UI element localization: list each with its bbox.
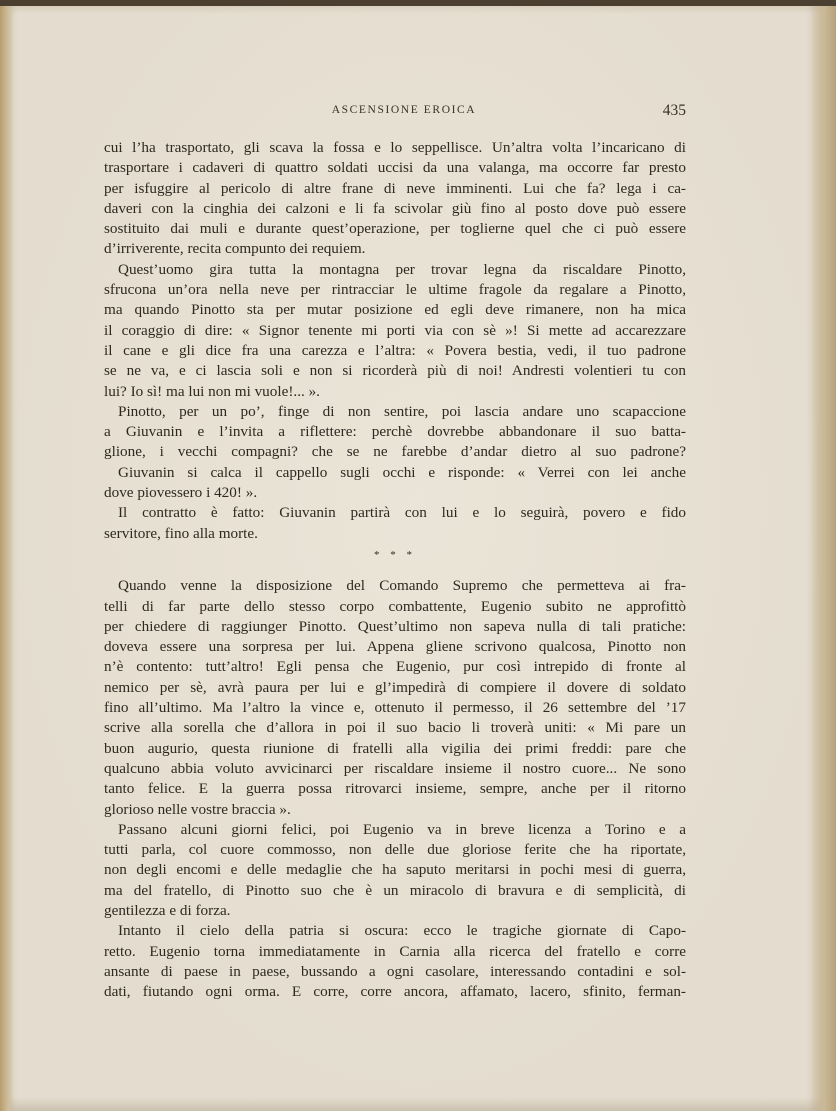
text-line: trasportare i cadaveri di quattro soldati uccisi da una valanga, ma occorre far presto bbox=[104, 159, 686, 177]
text-line: scrive alla sorella che d’allora in poi il suo bacio li troverà uniti: « Mi pare un bbox=[104, 719, 686, 737]
body-text bbox=[104, 138, 686, 1002]
text-line: glione, i vecchi compagni? che se ne farebbe d’andar dietro al suo padrone? bbox=[104, 443, 686, 461]
text-line: dove piovessero i 420! ». bbox=[104, 484, 258, 502]
text-line: lui? Io sì! ma lui non mi vuole!... ». bbox=[104, 382, 320, 400]
text-line: ansante di paese in paese, bussando a ogni casolare, interessando contadini e sol- bbox=[104, 962, 686, 980]
text-line: il coraggio di dire: « Signor tenente mi porti via con sè »! Si mette ad accarezzare bbox=[104, 321, 686, 339]
text-line: doveva essere una sorpresa per lui. Appena gliene scrivono qualcosa, Pinotto non bbox=[104, 638, 686, 656]
text-line: d’irriverente, recita compunto dei requiem. bbox=[104, 240, 366, 258]
text-line: se ne va, e ci lascia soli e non si ricorderà più di noi! Andresti volentieri tu con bbox=[104, 362, 686, 380]
text-line: ma quando Pinotto sta per mutar posizione ed egli deve rimanere, non ha mica bbox=[104, 301, 686, 319]
text-line: Giuvanin si calca il cappello sugli occhi e risponde: « Verrei con lei anche bbox=[118, 463, 686, 481]
page-header bbox=[104, 102, 686, 124]
top-border bbox=[0, 0, 836, 6]
text-line: Intanto il cielo della patria si oscura: ecco le tragiche giornate di Capo- bbox=[118, 922, 686, 940]
text-line: Quando venne la disposizione del Comando Supremo che permetteva ai fra- bbox=[118, 577, 686, 595]
text-line: tutti parla, col cuore commosso, non delle due gloriose ferite che ha riportate, bbox=[104, 841, 686, 859]
section-separator: * * * bbox=[374, 548, 416, 561]
section-gap bbox=[104, 564, 686, 576]
text-line: per chiedere di raggiunger Pinotto. Quest’ultimo non sapeva nulla di tali pratiche: bbox=[104, 617, 686, 635]
text-line: tanto felice. E la guerra possa ritrovarci insieme, sempre, anche per il ritorno bbox=[104, 780, 686, 798]
page-edge-shadow bbox=[810, 0, 836, 1111]
text-line: nemico per sè, avrà paura per lui e gl’impedirà di compiere il dovere di soldato bbox=[104, 678, 686, 696]
text-line: Quest’uomo gira tutta la montagna per trovar legna da riscaldare Pinotto, bbox=[118, 260, 686, 278]
text-line: retto. Eugenio torna immediatamente in Carnia alla ricerca del fratello e corre bbox=[104, 942, 686, 960]
text-line: per isfuggire al pericolo di altre frane di neve imminenti. Lui che fa? lega i ca- bbox=[104, 179, 686, 197]
page-number: 435 bbox=[662, 102, 686, 119]
text-line: sostituito dai muli e durante quest’operazione, per toglierne quel che ci può essere bbox=[104, 220, 686, 238]
text-line: telli di far parte dello stesso corpo combattente, Eugenio subito ne approfittò bbox=[104, 597, 686, 615]
text-line: cui l’ha trasportato, gli scava la fossa e lo seppellisce. Un’altra volta l’incaricano di bbox=[104, 139, 686, 156]
text-line: sfrucona un’ora nella neve per rintracciar le ultime fragole da regalare a Pinotto, bbox=[104, 281, 686, 299]
running-head: ASCENSIONE EROICA bbox=[331, 104, 477, 116]
text-line: gentilezza e di forza. bbox=[104, 901, 231, 919]
text-line: Passano alcuni giorni felici, poi Eugenio va in breve licenza a Torino e a bbox=[118, 820, 686, 838]
text-line: qualcuno abbia voluto avvicinarci per riscaldare insieme il nostro cuore... Ne sono bbox=[104, 759, 686, 777]
text-line: ma del fratello, di Pinotto suo che è un miracolo di bravura e di semplicità, di bbox=[104, 881, 686, 899]
text-line: n’è contento: tutt’altro! Egli pensa che Eugenio, pur così intrepido di fronte al bbox=[104, 658, 686, 676]
text-line: fino all’ultimo. Ma l’altro la vince e, ottenuto il permesso, il 26 settembre del ’17 bbox=[104, 699, 686, 717]
text-line: daveri con la cinghia dei calzoni e li fa scivolar giù fino al posto dove può essere bbox=[104, 199, 686, 217]
text-line: Pinotto, per un po’, finge di non sentire, poi lascia andare uno scapaccione bbox=[118, 402, 686, 420]
text-line: glorioso nelle vostre braccia ». bbox=[104, 800, 291, 818]
text-line: buon augurio, questa riunione di fratelli alla vigilia dei primi freddi: pare che bbox=[104, 739, 686, 757]
text-line: a Giuvanin e l’invita a riflettere: perchè dovrebbe abbandonare il suo batta- bbox=[104, 423, 686, 441]
page-gutter-shadow bbox=[0, 0, 14, 1111]
text-line: dati, fiutando ogni orma. E corre, corre ancora, affamato, lacero, sfinito, ferman- bbox=[104, 983, 686, 1001]
text-line: Il contratto è fatto: Giuvanin partirà con lui e lo seguirà, povero e fido bbox=[118, 504, 686, 522]
text-line: servitore, fino alla morte. bbox=[104, 524, 258, 542]
text-line: il cane e gli dice fra una carezza e l’altra: « Povera bestia, vedi, il tuo padrone bbox=[104, 341, 686, 359]
text-line: non degli encomi e delle medaglie che ha saputo meritarsi in pochi mesi di guerra, bbox=[104, 861, 686, 879]
